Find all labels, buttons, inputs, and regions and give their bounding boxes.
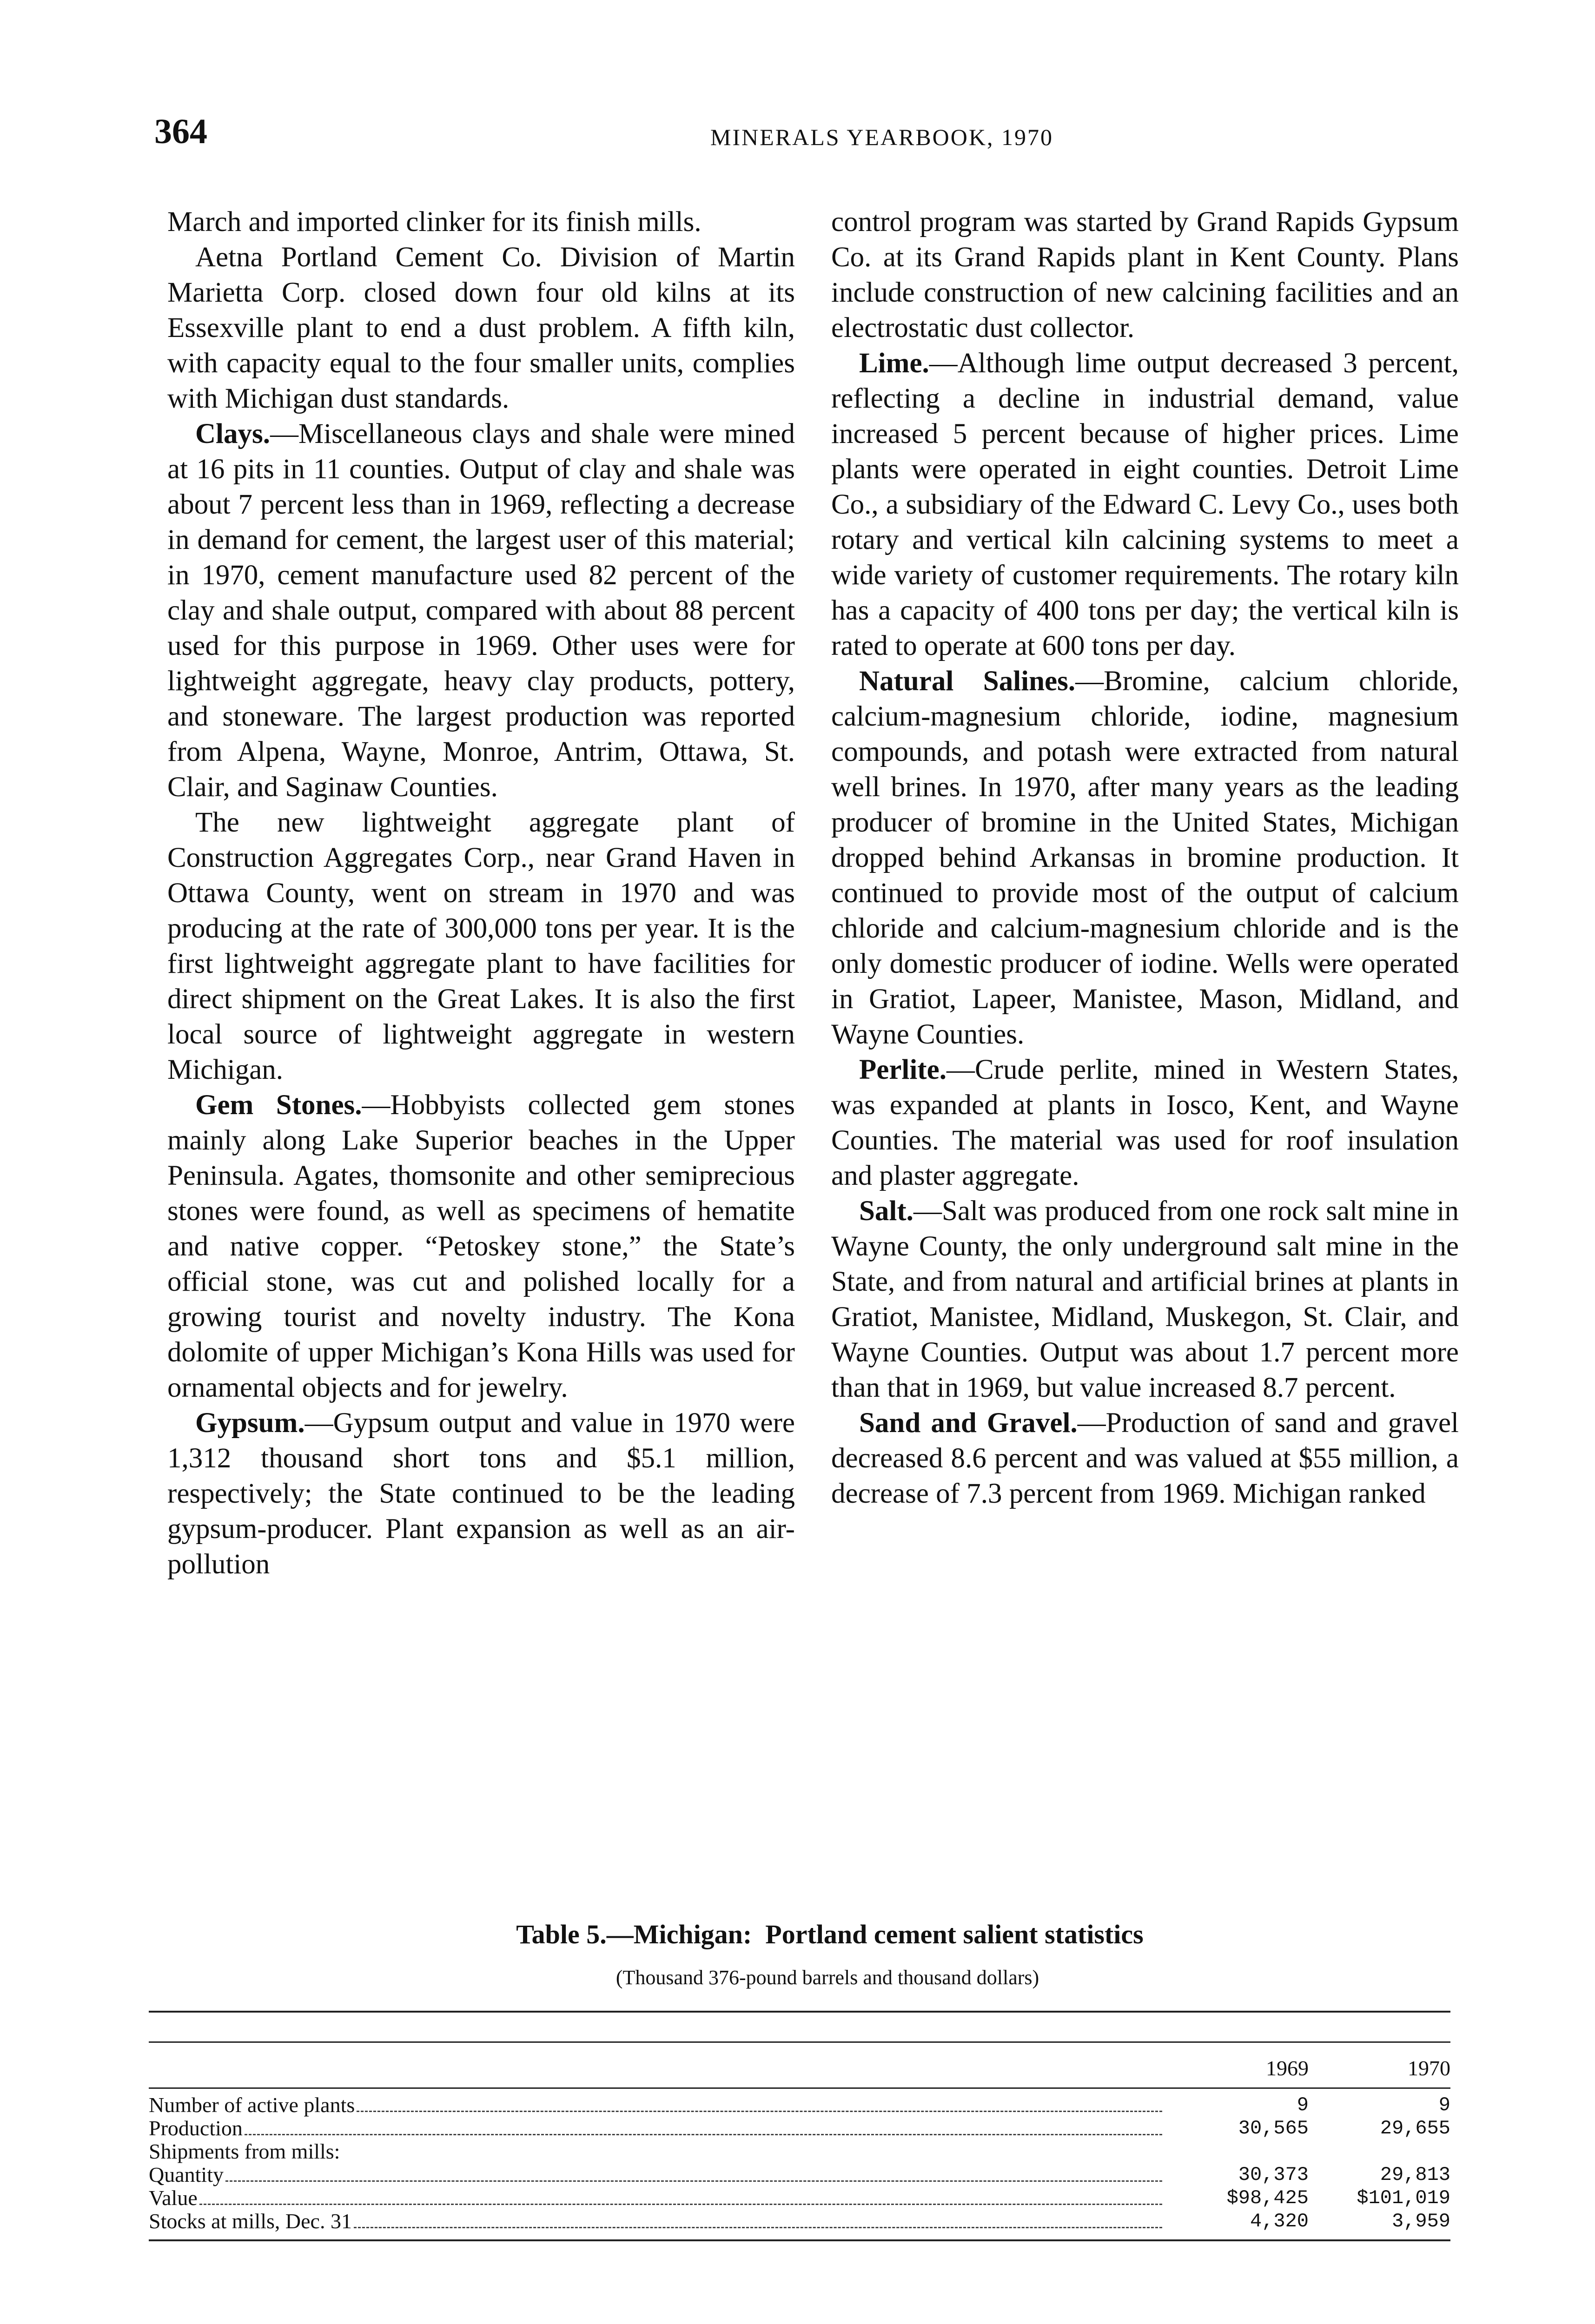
- table-subtitle: (Thousand 376-pound barrels and thousand dollars): [615, 1966, 1039, 1989]
- table-caption: Portland cement salient statistics: [765, 1919, 1144, 1949]
- leader-dots: [199, 2204, 1162, 2205]
- table-label: Table 5.—Michigan:: [516, 1919, 752, 1949]
- paragraph: [167, 240, 795, 416]
- table-row: [149, 2117, 1450, 2140]
- cell-value: 30,565: [1238, 2117, 1309, 2139]
- paragraph-text: Aetna Portland Cement Co. Division of Martin Marietta Corp. closed down four old kilns at its Essexville plant to end a dust problem. A fifth kiln, with capacity equal to the four smaller units, complies with Michigan dust standards.: [167, 242, 795, 414]
- row-label: Stocks at mills, Dec. 31: [149, 2209, 352, 2233]
- paragraph-text: —Production of sand and gravel decreased 8.6 percent and was valued at $55 million, a decrease of 7.3 percent from 1969. Michigan ranked: [831, 1407, 1459, 1509]
- table-bottom-rule: [149, 2239, 1450, 2241]
- cell-value: 29,813: [1380, 2164, 1450, 2186]
- paragraph: [831, 664, 1459, 1052]
- cell-value: 9: [1438, 2094, 1450, 2116]
- column-header-1969: 1969: [1266, 2056, 1309, 2080]
- row-label: Value: [149, 2186, 198, 2210]
- page-header: [154, 112, 1498, 163]
- cell-value: $98,425: [1226, 2187, 1309, 2209]
- column-header-1970: 1970: [1408, 2056, 1450, 2080]
- section-heading: Gem Stones.: [195, 1089, 362, 1121]
- leader-dots: [245, 2134, 1162, 2135]
- paragraph: [167, 416, 795, 805]
- cell-value: [1167, 2140, 1309, 2163]
- paragraph: [167, 805, 795, 1088]
- paragraph-text: —Hobbyists collected gem stones mainly along Lake Superior beaches in the Upper Peninsula. Agates, thomsonite and other semiprecious stones were found, as well as specimens of hematite and native copper. “Petoskey stone,” the State’s official stone, was cut and polished locally for a growing tourist and novelty industry. The Kona dolomite of upper Michigan’s Kona Hills was used for ornamental objects and for jewelry.: [167, 1089, 795, 1403]
- paragraph-text: —Bromine, calcium chloride, calcium-magnesium chloride, iodine, magnesium compounds, and potash were extracted from natural well brines. In 1970, after many years as the leading producer of bromine in the United States, Michigan dropped behind Arkansas in bromine production. It continued to provide most of the output of calcium chloride and calcium-magnesium chloride and is the only domestic producer of iodine. Wells were operated in Gratiot, Lapeer, Manistee, Mason, Midland, and Wayne Counties.: [831, 666, 1459, 1050]
- paragraph-text: —Miscellaneous clays and shale were mined at 16 pits in 11 counties. Output of clay and shale was about 7 percent less than in 1969, reflecting a decrease in demand for cement, the largest user of this material; in 1970, cement manufacture used 82 percent of the clay and shale output, compared with about 88 percent used for this purpose in 1969. Other uses were for lightweight aggregate, heavy clay products, pottery, and stoneware. The largest production was reported from Alpena, Wayne, Monroe, Antrim, Ottawa, St. Clair, and Saginaw Counties.: [167, 418, 795, 803]
- section-heading: Clays.: [195, 418, 270, 449]
- paragraph: [167, 205, 795, 240]
- section-heading: Lime.: [859, 348, 929, 379]
- paragraph: [831, 1052, 1459, 1194]
- cell-value: 30,373: [1238, 2164, 1309, 2186]
- running-title: MINERALS YEARBOOK, 1970: [710, 124, 1053, 150]
- table-5: [149, 1919, 1450, 2241]
- section-heading: Perlite.: [859, 1054, 946, 1085]
- page-number: 364: [154, 112, 207, 151]
- right-column: [831, 205, 1459, 1512]
- left-column: [167, 205, 795, 1582]
- leader-dots: [225, 2180, 1162, 2182]
- paragraph-text: The new lightweight aggregate plant of Construction Aggregates Corp., near Grand Haven in Ottawa County, went on stream in 1970 and was producing at the rate of 300,000 tons per year. It is the first lightweight aggregate plant to have facilities for direct shipment on the Great Lakes. It is also the first local source of lightweight aggregate in western Michigan.: [167, 807, 795, 1085]
- leader-dots: [354, 2227, 1162, 2228]
- cell-value: [1309, 2140, 1450, 2163]
- paragraph-text: —Although lime output decreased 3 percent, reflecting a decline in industrial demand, value increased 5 percent because of higher prices. Lime plants were operated in eight counties. Detroit Lime Co., a subsidiary of the Edward C. Levy Co., uses both rotary and vertical kiln calcining systems to meet a wide variety of customer requirements. The rotary kiln has a capacity of 400 tons per day; the vertical kiln is rated to operate at 600 tons per day.: [831, 348, 1459, 661]
- table-row: [149, 2088, 1450, 2117]
- paragraph: [831, 1406, 1459, 1512]
- cell-value: 4,320: [1250, 2210, 1309, 2232]
- paragraph-text: —Gypsum output and value in 1970 were 1,312 thousand short tons and $5.1 million, respectively; the State continued to be the leading gypsum-producer. Plant expansion as well as an air-pollution: [167, 1407, 795, 1580]
- paragraph: [831, 346, 1459, 664]
- section-heading: Gypsum.: [195, 1407, 305, 1439]
- section-heading: Natural Salines.: [859, 666, 1076, 697]
- table-row: [149, 2186, 1450, 2210]
- table-title: [209, 1919, 1450, 1950]
- paragraph-text: control program was started by Grand Rapids Gypsum Co. at its Grand Rapids plant in Kent County. Plans include construction of new calcining facilities and an electrostatic dust collector.: [831, 206, 1459, 343]
- paragraph-text: —Crude perlite, mined in Western States, was expanded at plants in Iosco, Kent, and Wayne Counties. The material was used for roof insulation and plaster aggregate.: [831, 1054, 1459, 1191]
- row-label: Shipments from mills:: [149, 2139, 340, 2163]
- cell-value: 3,959: [1391, 2210, 1450, 2232]
- cell-value: 9: [1297, 2094, 1309, 2116]
- row-label: Production: [149, 2116, 243, 2140]
- paragraph: [167, 1406, 795, 1582]
- table-header-row: [149, 2043, 1450, 2088]
- leader-dots: [357, 2111, 1162, 2112]
- table-row: [149, 2210, 1450, 2233]
- cell-value: $101,019: [1357, 2187, 1450, 2209]
- paragraph: [167, 1088, 795, 1406]
- paragraph-text: March and imported clinker for its finish mills.: [167, 206, 702, 238]
- table-row: [149, 2140, 1450, 2163]
- section-heading: Salt.: [859, 1195, 913, 1227]
- table-row: [149, 2163, 1450, 2186]
- section-heading: Sand and Gravel.: [859, 1407, 1078, 1439]
- paragraph-text: —Salt was produced from one rock salt mine in Wayne County, the only underground salt mine in the State, and from natural and artificial brines at plants in Gratiot, Manistee, Midland, Muskegon, St. Clair, and Wayne Counties. Output was about 1.7 percent more than that in 1969, but value increased 8.7 percent.: [831, 1195, 1459, 1403]
- statistics-table: [149, 2043, 1450, 2233]
- row-label: Number of active plants: [149, 2093, 355, 2117]
- table-top-rule: [149, 2011, 1450, 2013]
- cell-value: 29,655: [1380, 2117, 1450, 2139]
- paragraph: [831, 1194, 1459, 1406]
- paragraph: [831, 205, 1459, 346]
- row-label: Quantity: [149, 2163, 224, 2186]
